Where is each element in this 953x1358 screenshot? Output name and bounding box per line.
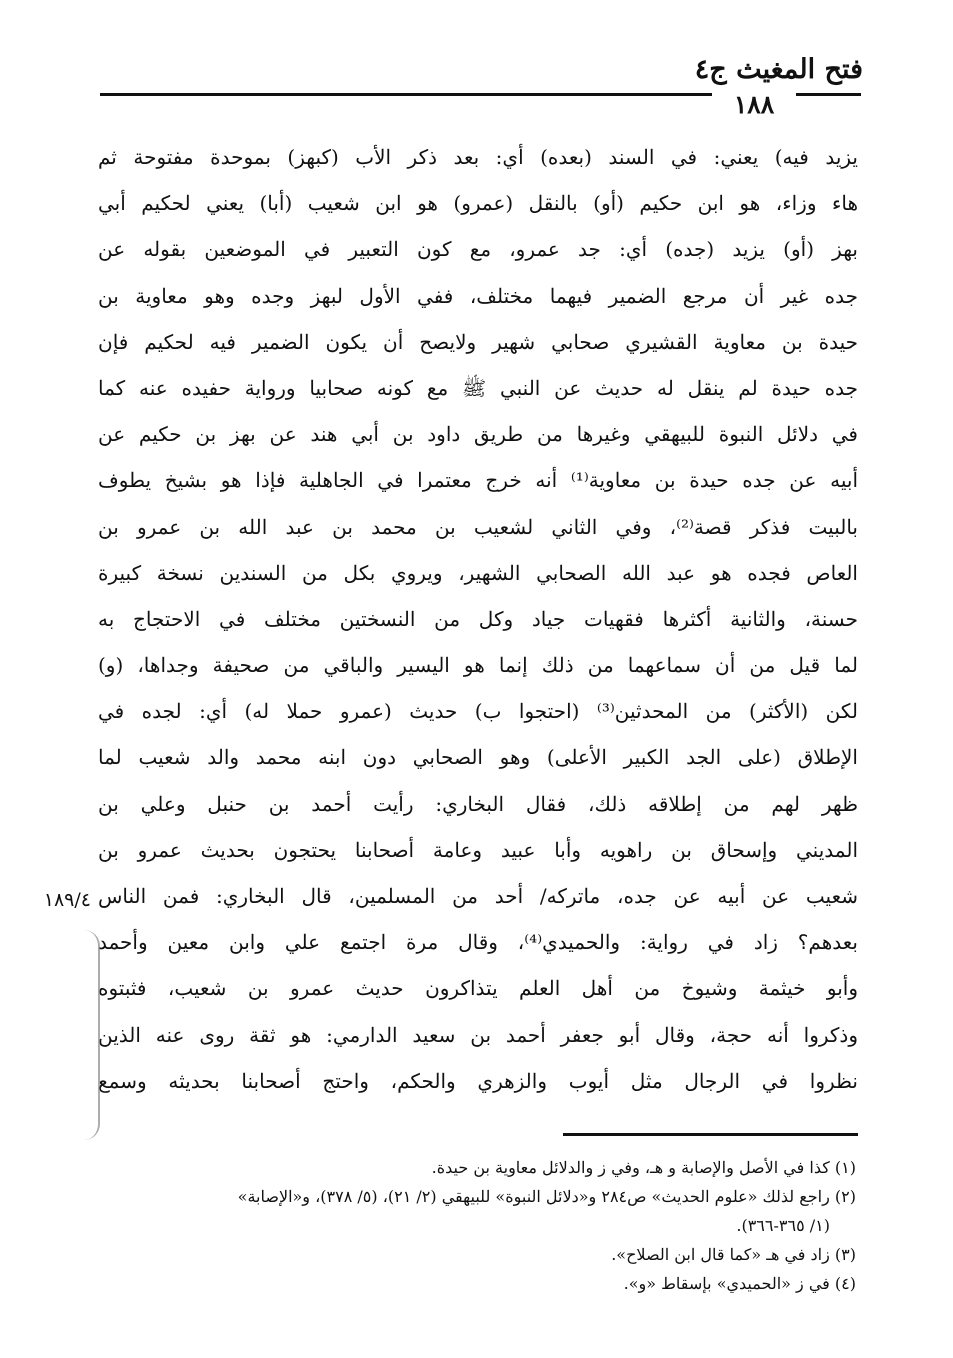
text-line: حسنة، والثانية أكثرها فقهيات جياد وكل من النسختين مختلف في الاحتجاج به bbox=[98, 606, 858, 631]
text-line: شعيب عن أبيه عن جده، ماتركه/ أحد من المسلمين، قال البخاري: فمن الناس bbox=[98, 884, 858, 908]
text-line: حيدة بن معاوية القشيري صحابي شهير ولايصح أن يكون الضمير فيه لحكيم فإن bbox=[98, 329, 858, 354]
text-line: العاص فجده هو عبد الله الصحابي الشهير، ويروي بكل من السندين نسخة كبيرة bbox=[98, 560, 858, 585]
footnote: (٣) زاد في هـ «كما قال ابن الصلاح». bbox=[611, 1245, 856, 1264]
text-line: يزيد فيه) يعني: في السند (بعده) أي: بعد ذكر الأب (كبهز) بموحدة مفتوحة ثم bbox=[98, 145, 858, 169]
footnote: (١) كذا في الأصل والإصابة و هـ، وفي ز والدلائل معاوية بن حيدة. bbox=[431, 1158, 856, 1177]
footnotes bbox=[96, 1153, 856, 1298]
text-line: بالبيت فذكر قصة⁽²⁾، وفي الثاني لشعيب بن محمد بن عبد الله بن عمرو بن bbox=[98, 514, 858, 539]
text-line: لما قيل من أن سماعهما من ذلك إنما هو اليسير والباقي من صحيفة وجداها، (و) bbox=[98, 653, 858, 678]
text-line: أبيه عن جده حيدة بن معاوية⁽¹⁾ أنه خرج معتمرا في الجاهلية فإذا هو بشيخ يطوف bbox=[98, 468, 858, 493]
text-line: وذكروا أنه حجة، وقال أبو جعفر أحمد بن سعيد الدارمي: هو ثقة روى عنه الذين bbox=[98, 1022, 858, 1047]
text-line: الإطلاق (على الجد الكبير الأعلى) وهو الصحابي دون ابنه محمد والد شعيب لما bbox=[98, 745, 858, 770]
footnote: (٤) في ز «الحميدي» بإسقاط «و». bbox=[623, 1274, 856, 1293]
text-line: في دلائل النبوة للبيهقي وغيرها من طريق داود بن أبي هند عن بهز بن حكيم عن bbox=[98, 422, 858, 447]
margin-page-reference: ١٨٩/٤ bbox=[43, 889, 91, 911]
text-line: لكن (الأكثر) من المحدثين⁽³⁾ (احتجوا ب) حديث (عمرو حملا له) أي: لجده في bbox=[98, 699, 858, 724]
margin-pencil-mark bbox=[84, 930, 100, 1140]
footnote-separator bbox=[563, 1133, 858, 1136]
text-line: بعدهم؟ زاد في رواية: والحميدي⁽⁴⁾، وقال مرة اجتمع علي وابن معين وأحمد bbox=[98, 930, 858, 955]
footnote: (٢) راجع لذلك «علوم الحديث» ص٢٨٤ و«دلائل النبوة» للبيهقي (٢/ ٢١)، (٥/ ٣٧٨)، و«الإصابة» bbox=[237, 1187, 856, 1206]
text-line: ظهر لهم من إطلاقه ذلك، فقال البخاري: رأيت أحمد بن حنبل وعلي بن bbox=[98, 791, 858, 816]
text-line: بهز (أو) يزيد (جده) أي: جد عمرو، مع كون التعبير في الموضعين بقوله عن bbox=[98, 237, 858, 262]
page-number: ١٨٨ bbox=[712, 90, 796, 120]
text-line: المديني وإسحاق بن راهويه وأبا عبيد وعامة أصحابنا يحتجون بحديث عمرو بن bbox=[98, 837, 858, 862]
text-line: هاء وزاء، هو ابن حكيم (أو) بالنقل (عمرو) هو ابن شعيب (أبا) يعني لحكيم أبي bbox=[98, 191, 858, 216]
footnote-continuation: (١/ ٣٦٥-٣٦٦). bbox=[736, 1216, 830, 1235]
text-line: وأبو خيثمة وشيوخ من أهل العلم يتذاكرون حديث عمرو بن شعيب، فثبتوه bbox=[98, 976, 858, 1001]
main-text bbox=[98, 134, 858, 1104]
text-line: جده غير أن مرجع الضمير فيهما مختلف، ففي الأول لبهز وجده وهو معاوية بن bbox=[98, 283, 858, 308]
running-header-title: فتح المغيث ج٤ bbox=[694, 54, 863, 85]
text-line: جده حيدة لم ينقل له حديث عن النبي ﷺ مع كونه صحابيا ورواية حفيده عنه كما bbox=[98, 375, 858, 400]
text-line: نظروا في الرجال مثل أيوب والزهري والحكم، واحتج أصحابنا بحديثه وسمع bbox=[98, 1068, 858, 1093]
